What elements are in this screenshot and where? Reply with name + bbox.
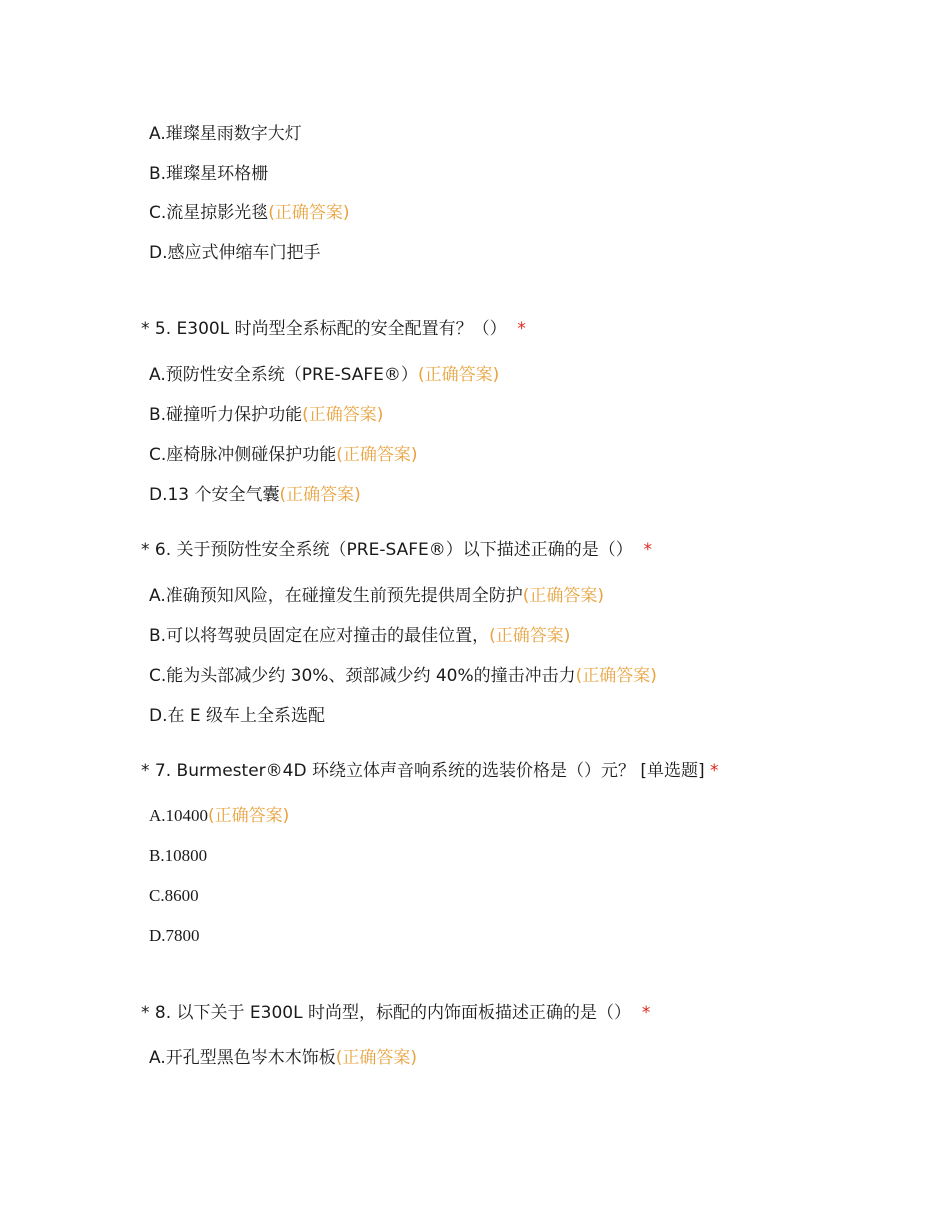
option-label: A.璀璨星雨数字大灯 bbox=[149, 124, 302, 144]
correct-answer-tag: (正确答案) bbox=[302, 405, 384, 425]
option-label: C.能为头部减少约 30%、颈部减少约 40%的撞击冲击力 bbox=[149, 666, 576, 686]
correct-answer-tag: (正确答案) bbox=[336, 445, 418, 465]
q8-option-a[interactable] bbox=[149, 1048, 417, 1068]
question-5-title bbox=[141, 319, 526, 339]
q7-option-c[interactable] bbox=[149, 886, 199, 906]
required-star: * bbox=[643, 540, 653, 560]
correct-answer-tag: (正确答案) bbox=[208, 806, 290, 826]
option-label: A.开孔型黑色岑木木饰板 bbox=[149, 1048, 336, 1068]
q4-option-d[interactable] bbox=[149, 243, 321, 263]
option-label: B.可以将驾驶员固定在应对撞击的最佳位置， bbox=[149, 626, 490, 646]
correct-answer-tag: (正确答案) bbox=[268, 203, 350, 223]
correct-answer-tag: (正确答案) bbox=[489, 626, 571, 646]
option-label: D.7800 bbox=[149, 926, 200, 945]
q5-option-c[interactable] bbox=[149, 445, 418, 465]
question-text: * 7. Burmester®4D 环绕立体声音响系统的选装价格是（）元？ [单选题] bbox=[141, 761, 705, 781]
q4-option-a[interactable] bbox=[149, 124, 302, 144]
option-label: B.碰撞听力保护功能 bbox=[149, 405, 303, 425]
q7-option-b[interactable] bbox=[149, 846, 207, 866]
question-text: * 5. E300L 时尚型全系标配的安全配置有？（） bbox=[141, 319, 507, 339]
required-star: * bbox=[641, 1003, 651, 1023]
question-text: * 6. 关于预防性安全系统（PRE-SAFE®）以下描述正确的是（） bbox=[141, 540, 633, 560]
q6-option-b[interactable] bbox=[149, 626, 570, 646]
q4-option-b[interactable] bbox=[149, 164, 268, 184]
required-star: * bbox=[517, 319, 526, 339]
option-label: D.在 E 级车上全系选配 bbox=[149, 706, 326, 726]
q6-option-d[interactable] bbox=[149, 706, 325, 726]
question-6-title bbox=[141, 540, 652, 560]
correct-answer-tag: (正确答案) bbox=[335, 1048, 417, 1068]
option-label: D.13 个安全气囊 bbox=[149, 485, 280, 505]
q6-option-c[interactable] bbox=[149, 666, 657, 686]
correct-answer-tag: (正确答案) bbox=[575, 666, 657, 686]
q5-option-d[interactable] bbox=[149, 485, 361, 505]
question-text: * 8. 以下关于 E300L 时尚型，标配的内饰面板描述正确的是（） bbox=[141, 1003, 631, 1023]
option-label: A.预防性安全系统（PRE-SAFE®） bbox=[149, 365, 418, 385]
q4-option-c[interactable] bbox=[149, 203, 350, 223]
option-label: B.10800 bbox=[149, 846, 208, 865]
option-label: C.8600 bbox=[149, 886, 199, 905]
q7-option-a[interactable] bbox=[149, 806, 289, 826]
question-8-title bbox=[141, 1003, 650, 1023]
option-label: A.10400 bbox=[149, 806, 209, 825]
question-7-title bbox=[141, 761, 719, 781]
option-label: A.准确预知风险，在碰撞发生前预先提供周全防护 bbox=[149, 586, 523, 606]
option-label: D.感应式伸缩车门把手 bbox=[149, 243, 321, 263]
q7-option-d[interactable] bbox=[149, 926, 200, 946]
required-star: * bbox=[710, 761, 719, 781]
correct-answer-tag: (正确答案) bbox=[279, 485, 361, 505]
q5-option-a[interactable] bbox=[149, 365, 499, 385]
option-label: C.流星掠影光毯 bbox=[149, 203, 269, 223]
option-label: B.璀璨星环格栅 bbox=[149, 164, 269, 184]
correct-answer-tag: (正确答案) bbox=[522, 586, 604, 606]
q6-option-a[interactable] bbox=[149, 586, 604, 606]
q5-option-b[interactable] bbox=[149, 405, 383, 425]
option-label: C.座椅脉冲侧碰保护功能 bbox=[149, 445, 337, 465]
correct-answer-tag: (正确答案) bbox=[417, 365, 500, 385]
